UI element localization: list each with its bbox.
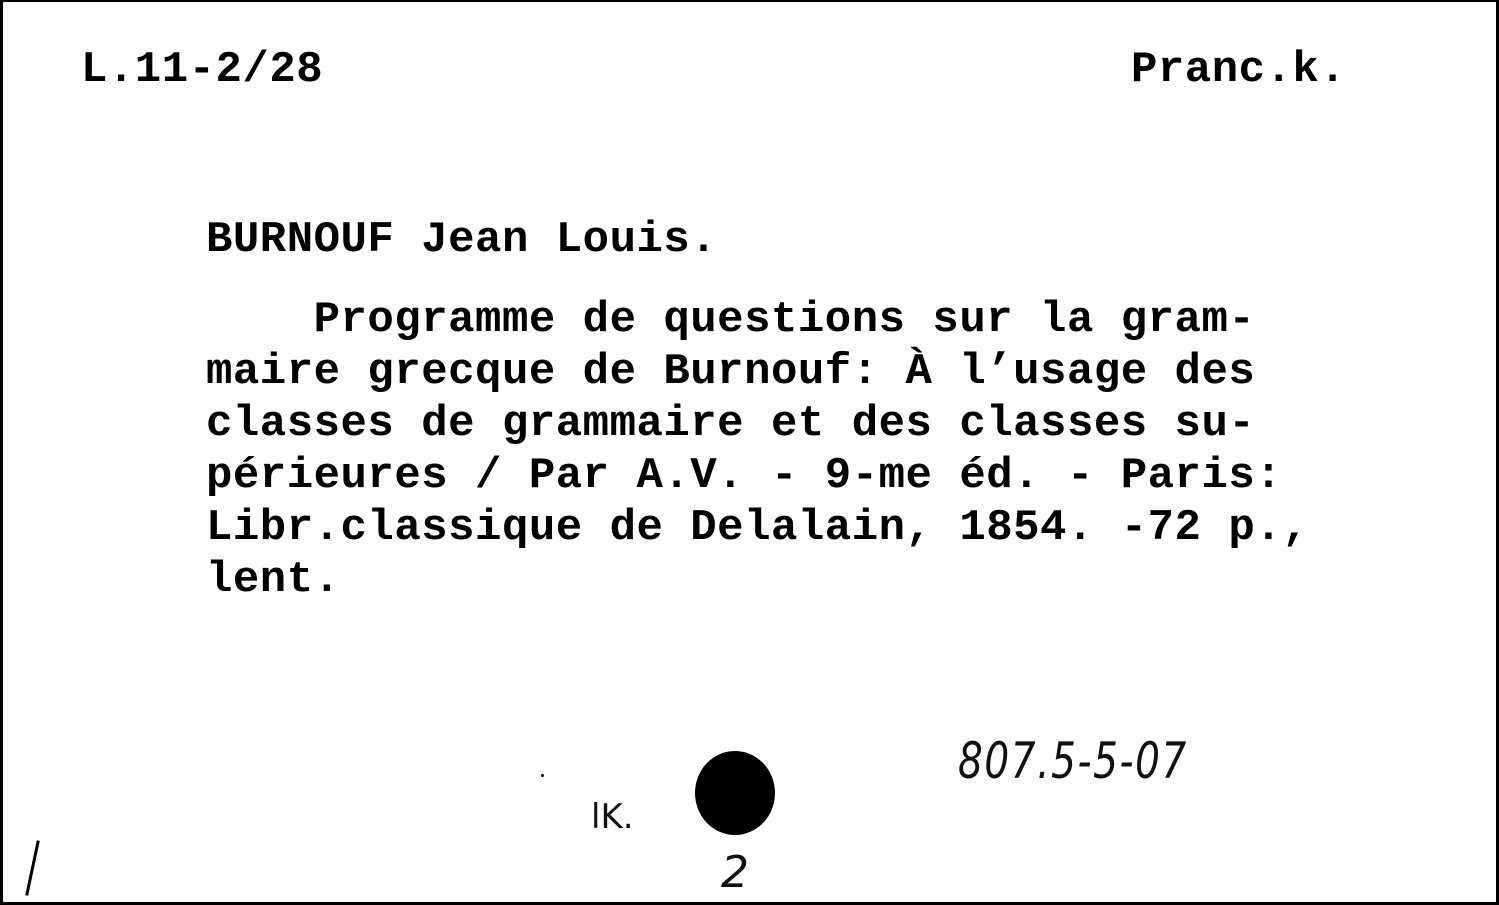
call-number: L.11-2/28 <box>81 45 324 95</box>
description-line: maire grecque de Burnouf: À l’usage des <box>206 347 1256 397</box>
description-line: Libr.classique de Delalain, 1854. -72 p., <box>206 503 1310 553</box>
location-code: Pranc.k. <box>1131 45 1347 95</box>
description-line: lent. <box>206 555 341 605</box>
ink-speck <box>541 774 544 777</box>
description-line: Programme de questions sur la gram- <box>206 295 1256 345</box>
pencil-stroke <box>25 840 40 895</box>
description-line: périeures / Par A.V. - 9-me éd. - Paris: <box>206 451 1283 501</box>
handwritten-digit: 2 <box>721 847 749 898</box>
author-heading: BURNOUF Jean Louis. <box>206 215 718 265</box>
description-line: classes de grammaire et des classes su- <box>206 399 1256 449</box>
punch-hole-icon <box>695 751 775 835</box>
handwritten-shelf-code: 807.5-5-07 <box>958 732 1188 790</box>
handwritten-mark: lK. <box>591 797 634 837</box>
